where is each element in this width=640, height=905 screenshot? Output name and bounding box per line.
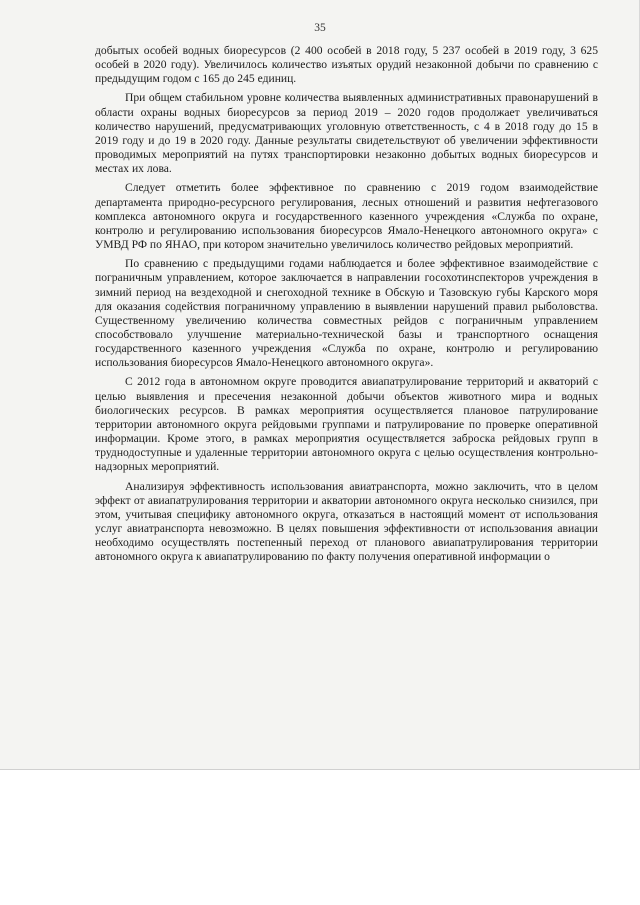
- paragraph-4: По сравнению с предыдущими годами наблюдается и более эффективное взаимодействие с пограничным управлением, которое заключается в направлении госохотинспекторов учреждения в зимний период на вездеходной и снегоходной технике в Обскую и Тазовскую губы Карского моря для оказания содействия пограничному управлению в выявлении нарушений правил рыболовства. Существенному увеличению количества совместных рейдов с пограничным управлением способствовало улучшение материально-технической базы и транспортного оснащения государственного казенного учреждения «Служба по охране, контролю и регулированию использования биоресурсов Ямало-Ненецкого автономного округа».: [95, 257, 598, 370]
- paragraph-2: При общем стабильном уровне количества выявленных административных правонарушений в области охраны водных биоресурсов за период 2019 – 2020 годов продолжает увеличиваться количество нарушений, предусматривающих уголовную ответственность, с 4 в 2018 году до 15 в 2019 году и до 19 в 2020 году. Данные результаты свидетельствуют об увеличении эффективности проводимых мероприятий на путях транспортировки незаконно добытых водных биоресурсов и местах их лова.: [95, 91, 598, 176]
- paragraph-1: добытых особей водных биоресурсов (2 400 особей в 2018 году, 5 237 особей в 2019 году, 3 625 особей в 2020 году). Увеличилось количество изъятых орудий незаконной добычи по сравнению с предыдущим годом с 165 до 245 единиц.: [95, 44, 598, 86]
- paragraph-3: Следует отметить более эффективное по сравнению с 2019 годом взаимодействие департамента природно-ресурсного регулирования, лесных отношений и развития нефтегазового комплекса автономного округа и государственного казенного учреждения «Служба по охране, контролю и регулированию использования биоресурсов Ямало-Ненецкого автономного округа» с УМВД РФ по ЯНАО, при котором значительно увеличилось количество рейдовых мероприятий.: [95, 181, 598, 252]
- paragraph-5: С 2012 года в автономном округе проводится авиапатрулирование территорий и акваторий с целью выявления и пресечения незаконной добычи объектов животного мира и водных биологических ресурсов. В рамках мероприятия осуществляется плановое патрулирование территории автономного округа рейдовыми группами и патрулирование по проверке оперативной информации. Кроме этого, в рамках мероприятия осуществляется заброска рейдовых групп в труднодоступные и удаленные территории автономного округа с целью осуществления контрольно-надзорных мероприятий.: [95, 375, 598, 474]
- page-body: [95, 44, 598, 569]
- page-number: 35: [314, 22, 326, 34]
- paragraph-6: Анализируя эффективность использования авиатранспорта, можно заключить, что в целом эффект от авиапатрулирования территории и акватории автономного округа несколько снизился, при этом, учитывая специфику автономного округа, отказаться в настоящий момент от использования услуг авиатранспорта невозможно. В целях повышения эффективности от использования авиации необходимо осуществлять постепенный переход от планового авиапатрулирования территории автономного округа к авиапатрулированию по факту получения оперативной информации о: [95, 479, 598, 564]
